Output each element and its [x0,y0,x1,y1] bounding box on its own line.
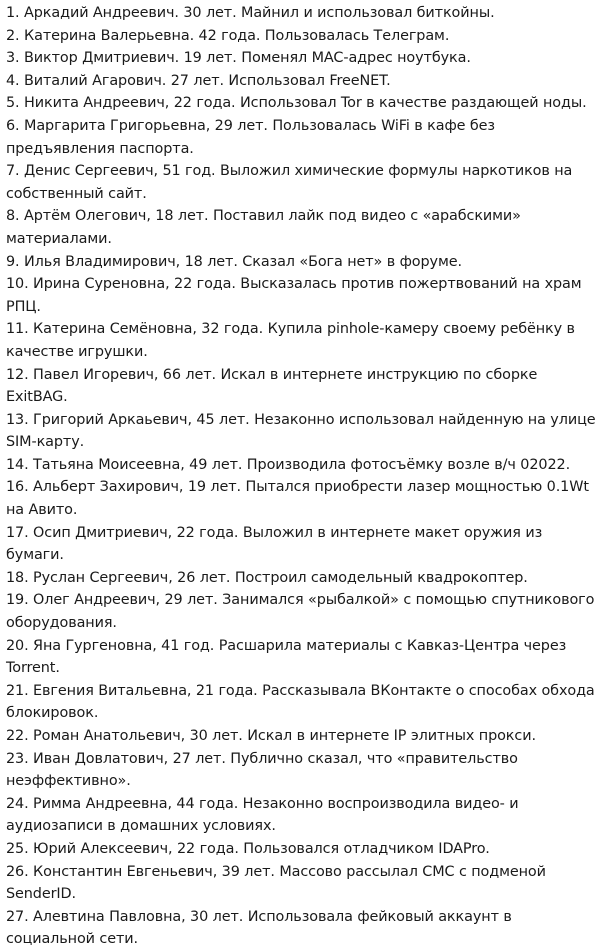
list-item: 21. Евгения Витальевна, 21 года. Рассказывала ВКонтакте о способах обхода блокировок. [6,682,595,722]
list-item: 20. Яна Гургеновна, 41 год. Расшарила материалы с Кавказ-Центра через Torrent. [6,637,567,677]
list-item: 17. Осип Дмитриевич, 22 года. Выложил в интернете макет оружия из бумаги. [6,524,543,564]
list-item: 14. Татьяна Моисеевна, 49 лет. Производила фотосъёмку возле в/ч 02022. [6,456,571,473]
list-item: 16. Альберт Захирович, 19 лет. Пытался приобрести лазер мощностью 0.1Wt на Авито. [6,479,589,519]
list-item: 13. Григорий Аркаьевич, 45 лет. Незаконно использовал найденную на улице SIM-карту. [6,411,596,451]
list-item: 24. Римма Андреевна, 44 года. Незаконно воспроизводила видео- и аудиозаписи в домашних условиях. [6,795,519,835]
list-item: 12. Павел Игоревич, 66 лет. Искал в интернете инструкцию по сборке ExitBAG. [6,366,538,406]
list-item: 8. Артём Олегович, 18 лет. Поставил лайк под видео с «арабскими» материалами. [6,208,521,247]
list-item: 2. Катерина Валерьевна. 42 года. Пользовалась Телеграм. [6,27,450,44]
list-item: 25. Юрий Алексеевич, 22 года. Пользовался отладчиком IDAPro. [6,840,490,857]
list-item: 18. Руслан Сергеевич, 26 лет. Построил самодельный квадрокоптер. [6,569,528,586]
list-item: 9. Илья Владимирович, 18 лет. Сказал «Бога нет» в форуме. [6,253,462,270]
list-item: 6. Маргарита Григорьевна, 29 лет. Пользовалась WiFi в кафе без предъявления паспорта. [6,117,495,157]
list-item: 22. Роман Анатольевич, 30 лет. Искал в интернете IP элитных прокси. [6,728,536,744]
list-item: 23. Иван Довлатович, 27 лет. Публично сказал, что «правительство неэффективно». [6,750,518,790]
list-item: 1. Аркадий Андреевич. 30 лет. Майнил и использовал биткойны. [6,5,495,21]
document-list [6,2,603,951]
list-item: 4. Виталий Агарович. 27 лет. Использовал FreeNET. [6,72,391,89]
list-item: 10. Ирина Суреновна, 22 года. Высказалась против пожертвований на храм РПЦ. [6,276,582,315]
list-item: 7. Денис Сергеевич, 51 год. Выложил химические формулы наркотиков на собственный сайт. [6,163,573,202]
list-item: 5. Никита Андреевич, 22 года. Использовал Tor в качестве раздающей ноды. [6,95,587,112]
list-item: 11. Катерина Семёновна, 32 года. Купила pinhole-камеру своему ребёнку в качестве игрушки. [6,321,575,360]
list-item: 3. Виктор Дмитриевич. 19 лет. Поменял MAC-адрес ноутбука. [6,50,471,67]
list-item: 26. Константин Евгеньевич, 39 лет. Массово рассылал СМС с подменой SenderID. [6,863,546,903]
list-item: 27. Алевтина Павловна, 30 лет. Использовала фейковый аккаунт в социальной сети. [6,908,512,948]
list-item: 19. Олег Андреевич, 29 лет. Занимался «рыбалкой» с помощью спутникового оборудования. [6,592,595,632]
